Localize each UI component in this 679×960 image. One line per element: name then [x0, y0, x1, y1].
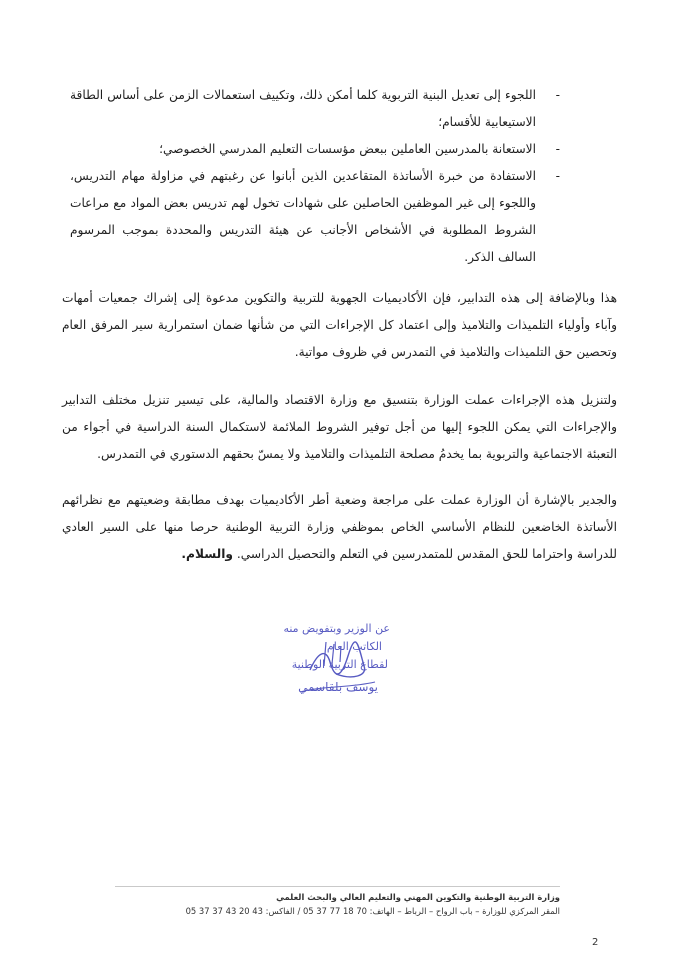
bullet-item: [70, 136, 560, 163]
handwritten-signature: [240, 622, 390, 702]
closing-salutation: والسلام.: [181, 547, 233, 562]
bullet-dash: -: [555, 88, 560, 102]
bullet-text: اللجوء إلى تعديل البنية التربوية كلما أمكن ذلك، وتكييف استعمالات الزمن على أساس الطاقة الاستيعابية للأقسام؛: [70, 88, 536, 129]
signature-stamp: [240, 622, 390, 702]
bullet-text: الاستعانة بالمدرسين العاملين ببعض مؤسسات التعليم المدرسي الخصوصي؛: [159, 142, 536, 156]
stamp-line: عن الوزير وبتفويض منه: [283, 622, 390, 635]
paragraph-status-review: [62, 487, 617, 568]
stamp-line: الكاتب العام: [326, 640, 382, 653]
footer-divider: [115, 886, 560, 887]
page-number: 2: [592, 937, 599, 948]
paragraph-implementation: ولتنزيل هذه الإجراءات عملت الوزارة بتنسيق مع وزارة الاقتصاد والمالية، على تيسير تنزيل مختلف التدابير والإجراءات التي يمكن اللجوء إليها من أجل توفير الشروط الملائمة لاستكمال السنة الدراسية في أجواء من التعبئة الاجتماعية والتربوية بما يخدمُ مصلحة التلميذات والتلاميذ ولا يمسّ بحقهم الدستوري في التمدرس.: [62, 393, 617, 462]
bullet-text: الاستفادة من خبرة الأساتذة المتقاعدين الذين أبانوا عن رغبتهم في مزاولة مهام التدريس، واللجوء إلى غير الموظفين الحاصلين على شهادات تخول لهم تدريس بعض المواد مع مراعات الشروط المطلوبة في الأشخاص الأجانب عن هيئة التدريس والمحددة بموجب المرسوم السالف الذكر.: [70, 169, 536, 264]
footer-ministry: وزارة التربية الوطنية والتكوين المهني والتعليم العالي والبحث العلمي: [276, 892, 560, 902]
bullet-dash: -: [555, 169, 560, 183]
stamp-line: لقطاع التربية الوطنية: [291, 658, 388, 671]
stamp-line: يوسف بلقاسمي: [298, 680, 378, 694]
footer-address: المقر المركزي للوزارة – باب الرواح – الرباط – الهاتف: 70 18 77 37 05 / الفاكس: 43 20 43 37 37 05: [185, 906, 560, 916]
bullet-dash: -: [555, 142, 560, 156]
bullet-item: [70, 82, 560, 136]
paragraph-partners: هذا وبالإضافة إلى هذه التدابير، فإن الأكاديميات الجهوية للتربية والتكوين مدعوة إلى إشراك جمعيات أمهات وآباء وأولياء التلميذات والتلاميذ وإلى اعتماد كل الإجراءات التي من شأنها ضمان استمرارية سير المرفق العام وتحصين حق التلميذات والتلاميذ في التمدرس في ظروف مواتية.: [62, 291, 617, 360]
bullet-list: [70, 82, 560, 271]
paragraph-status-text: والجدير بالإشارة أن الوزارة عملت على مراجعة وضعية أطر الأكاديميات بهدف مطابقة وضعيتهم مع نظرائهم الأساتذة الخاضعين للنظام الأساسي الخاص بموظفي وزارة التربية الوطنية حرصا منها على السير العادي للدراسة واحتراما للحق المقدس للمتمدرسين في التعلم والتحصيل الدراسي.: [62, 493, 617, 562]
bullet-item: [70, 163, 560, 271]
